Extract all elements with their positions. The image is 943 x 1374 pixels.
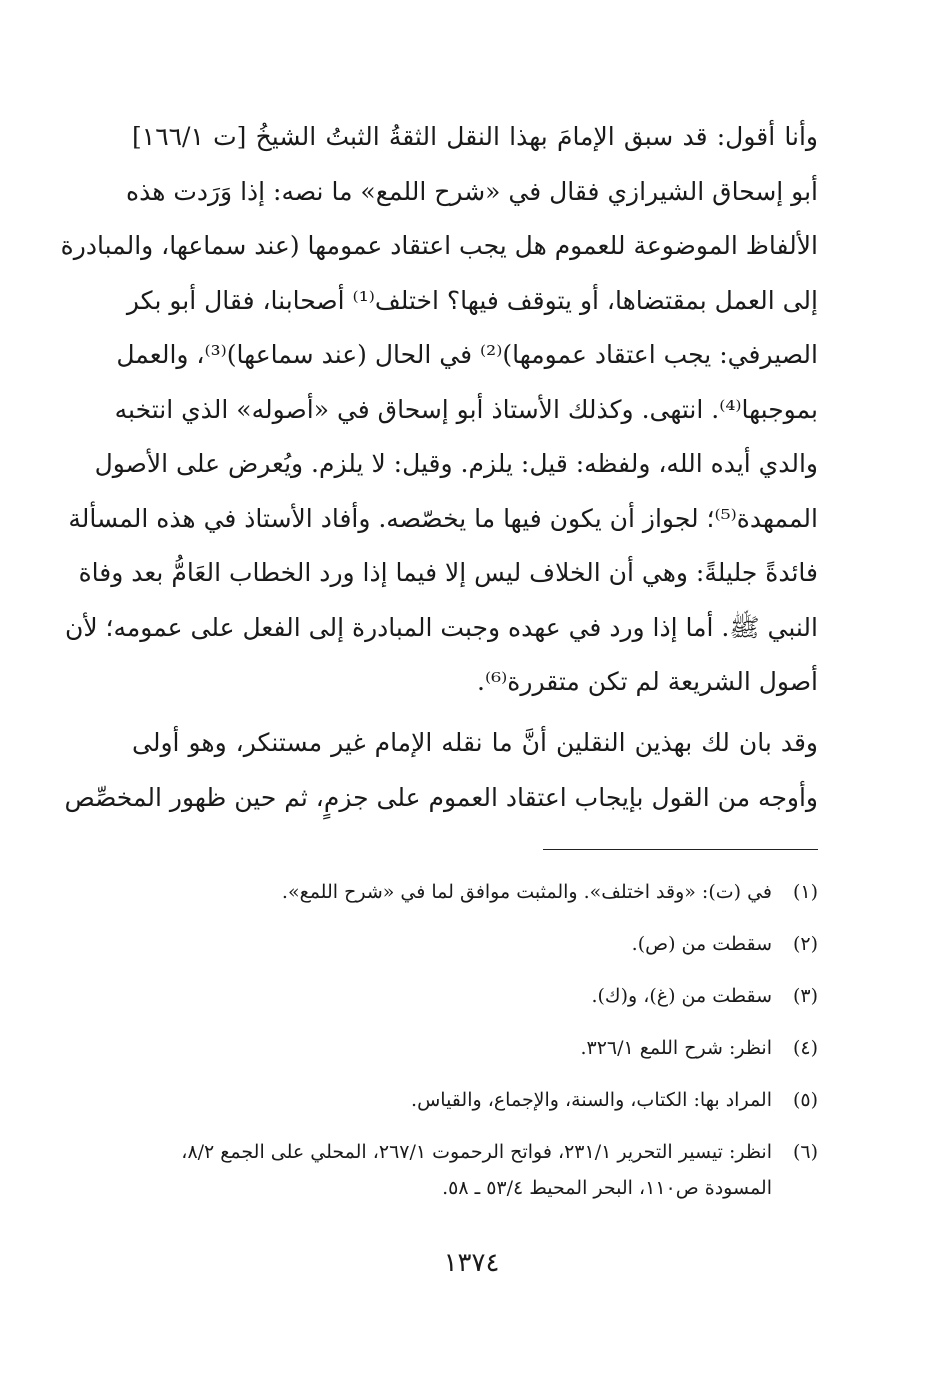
footnote [132,1022,818,1074]
text-line: الصيرفي: يجب اعتقاد عمومها)⁽²⁾ في الحال (عند سماعها)⁽³⁾، والعمل [116,340,818,369]
text-line: بموجبها⁽⁴⁾. انتهى. وكذلك الأستاذ أبو إسحاق في «أصوله» الذي انتخبه [114,394,818,424]
footnote-number: (١) [792,881,818,903]
text-line: الممهدة⁽⁵⁾؛ لجواز أن يكون فيها ما يخصّصه. وأفاد الأستاذ في هذه المسألة [68,503,818,533]
footnote-text: انظر: شرح اللمع ٣٢٦/١. [580,1037,772,1059]
footnote-text: في (ت): «وقد اختلف». والمثبت موافق لما في «شرح اللمع». [281,881,772,903]
text-line: والدي أيده الله، ولفظه: قيل: يلزم. وقيل: لا يلزم. ويُعرض على الأصول [94,449,818,478]
main-paragraph [60,110,818,710]
footnote-number: (٣) [792,985,818,1007]
footnote-text: سقطت من (ص). [631,933,772,955]
text-line: فائدةً جليلةً: وهي أن الخلاف ليس إلا فيما إذا ورد الخطاب العَامُّ بعد وفاة [78,558,818,587]
text-line: وأنا أقول: قد سبق الإمامَ بهذا النقل الثقةُ الثبتُ الشيخُ [ت ١٦٦/١] [132,122,818,151]
footnote-separator [543,849,818,850]
footnote-text: انظر: تيسير التحرير ٢٣١/١، فواتح الرحموت ٢٦٧/١، المحلي على الجمع ٨/٢، المسودة ص١١٠، البحر المحيط ٥٣/٤ ـ ٥٨. [181,1141,772,1199]
footnote [132,918,818,970]
page-number: ١٣٧٤ [443,1248,500,1278]
text-line: النبي ﷺ. أما إذا ورد في عهده وجبت المبادرة إلى الفعل على عمومه؛ لأن [64,612,818,642]
footnote-number: (٥) [792,1089,818,1111]
text-line: وأوجه من القول بإيجاب اعتقاد العموم على جزمٍ، ثم حين ظهور المخصِّص [64,782,818,812]
footnote [132,1126,818,1206]
footnote-text: المراد بها: الكتاب، والسنة، والإجماع، والقياس. [411,1089,772,1111]
footnote [132,1074,818,1126]
text-line: أصول الشريعة لم تكن متقررة⁽⁶⁾. [477,667,818,696]
footnote-text: سقطت من (غ)، و(ك). [591,985,772,1007]
footnote [132,866,818,918]
text-line: إلى العمل بمقتضاها، أو يتوقف فيها؟ اختلف⁽¹⁾ أصحابنا، فقال أبو بكر [126,285,818,315]
footnote-number: (٢) [792,933,818,955]
text-line: أبو إسحاق الشيرازي فقال في «شرح اللمع» ما نصه: إذا وَرَدت هذه [125,176,818,206]
text-line: الألفاظ الموضوعة للعموم هل يجب اعتقاد عمومها (عند سماعها، والمبادرة [60,231,818,260]
footnote-number: (٦) [792,1141,818,1163]
text-line: وقد بان لك بهذين النقلين أنَّ ما نقله الإمام غير مستنكر، وهو أولى [132,728,818,757]
second-paragraph [64,716,818,825]
footnote-number: (٤) [792,1037,818,1059]
footnote [132,970,818,1022]
footnotes [132,866,818,1206]
